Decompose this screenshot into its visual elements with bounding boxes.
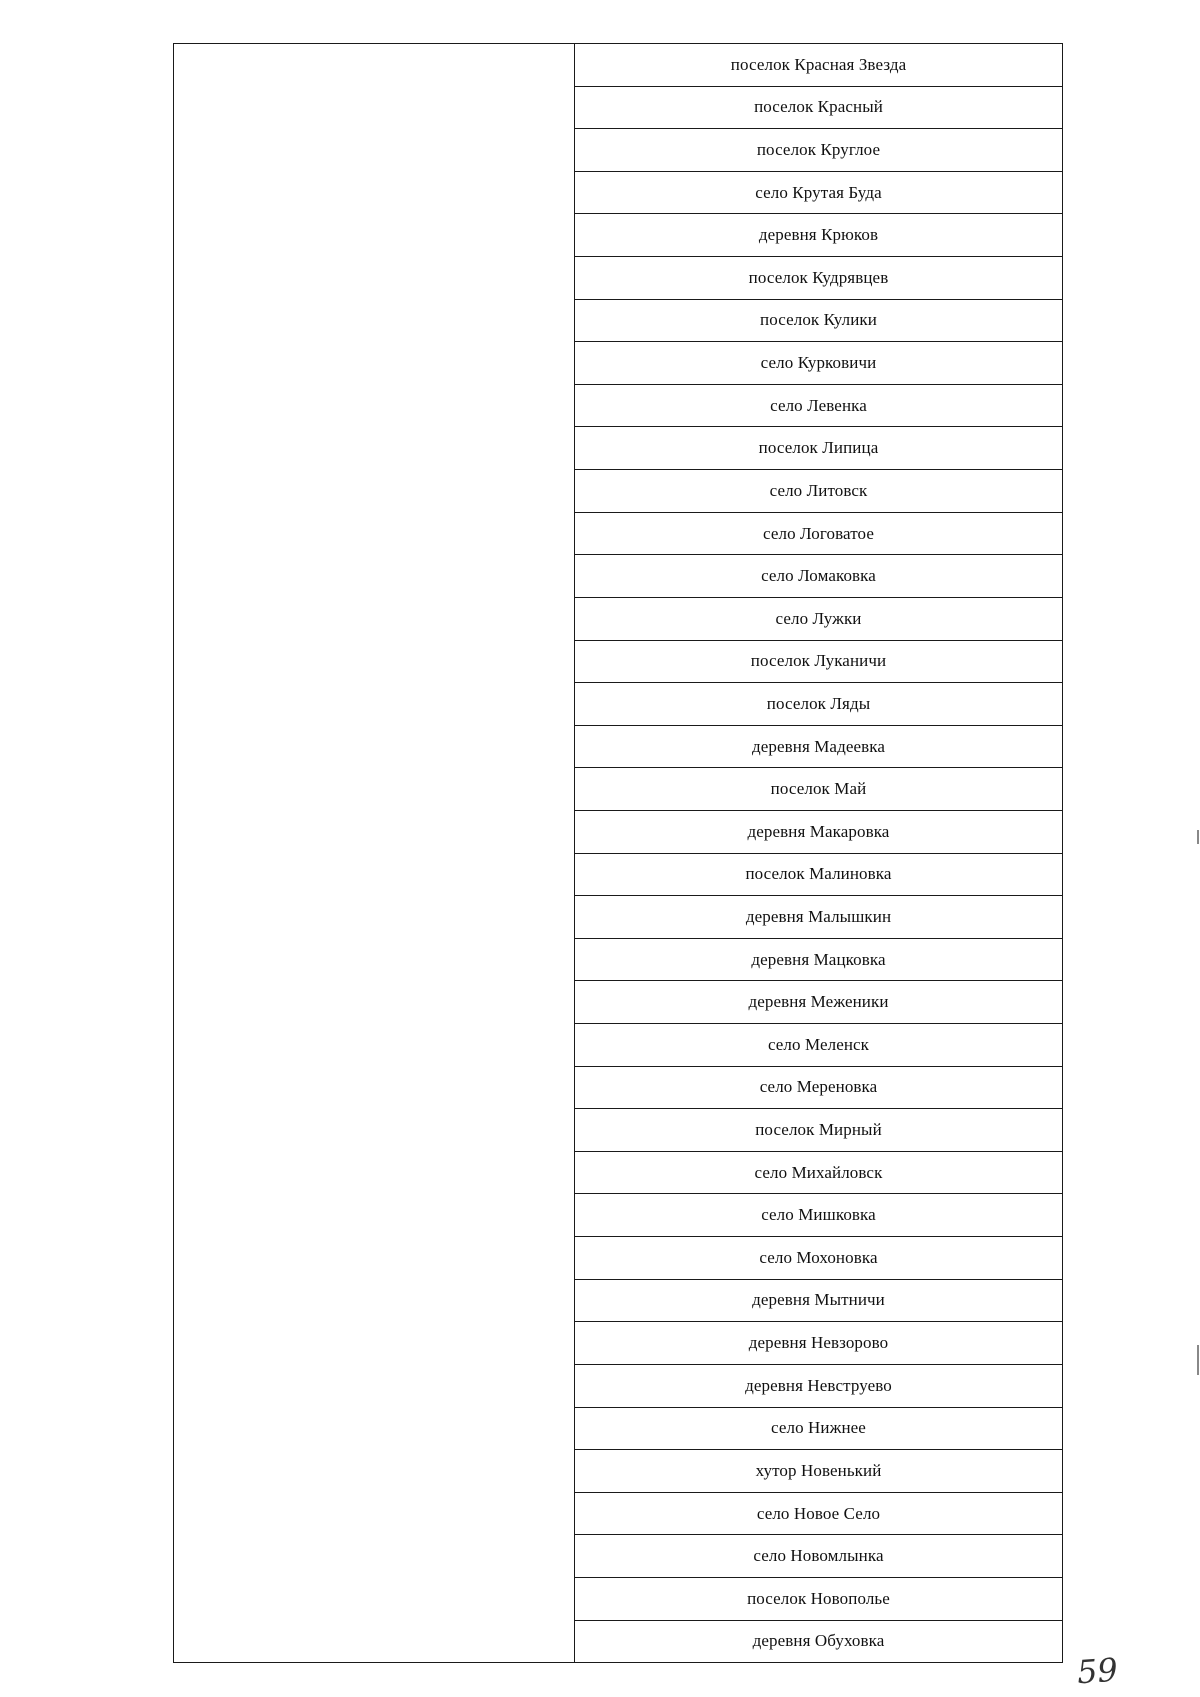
table-row: поселок Луканичи [575, 641, 1062, 684]
table-row: поселок Ляды [575, 683, 1062, 726]
table-row: село Михайловск [575, 1152, 1062, 1195]
table-row: село Мишковка [575, 1194, 1062, 1237]
table-row: поселок Кулики [575, 300, 1062, 343]
table-row: поселок Малиновка [575, 854, 1062, 897]
scan-artifact-mark [1197, 830, 1199, 844]
table-row: деревня Мацковка [575, 939, 1062, 982]
table-row: поселок Красная Звезда [575, 44, 1062, 87]
table-row: деревня Мытничи [575, 1280, 1062, 1323]
table-row: поселок Круглое [575, 129, 1062, 172]
table-row: хутор Новенький [575, 1450, 1062, 1493]
table-row: деревня Невструево [575, 1365, 1062, 1408]
table-row: село Новое Село [575, 1493, 1062, 1536]
table-row: село Нижнее [575, 1408, 1062, 1451]
table-row: село Курковичи [575, 342, 1062, 385]
page-number: 59 [1076, 1650, 1120, 1692]
table-row: село Крутая Буда [575, 172, 1062, 215]
table-row: деревня Макаровка [575, 811, 1062, 854]
table-row: деревня Меженики [575, 981, 1062, 1024]
table-row: поселок Мирный [575, 1109, 1062, 1152]
table-row: поселок Красный [575, 87, 1062, 130]
table-row: деревня Малышкин [575, 896, 1062, 939]
table-row: деревня Крюков [575, 214, 1062, 257]
table-row: село Ломаковка [575, 555, 1062, 598]
table-row: село Мереновка [575, 1067, 1062, 1110]
table-row: село Мохоновка [575, 1237, 1062, 1280]
table-row: село Новомлынка [575, 1535, 1062, 1578]
table-row: деревня Обуховка [752, 1631, 885, 1651]
table-row: поселок Кудрявцев [575, 257, 1062, 300]
table-row: село Логоватое [575, 513, 1062, 556]
table-row: деревня Невзорово [575, 1322, 1062, 1365]
table-row: поселок Липица [575, 427, 1062, 470]
table-row: село Лужки [575, 598, 1062, 641]
table-row: поселок Новополье [575, 1578, 1062, 1621]
table-row: село Левенка [575, 385, 1062, 428]
table-row: деревня Мадеевка [575, 726, 1062, 769]
empty-left-column [174, 44, 575, 1662]
settlement-column [575, 44, 1062, 1662]
table-row: село Литовск [575, 470, 1062, 513]
settlements-table [173, 43, 1063, 1663]
scan-artifact-mark [1197, 1345, 1199, 1375]
table-row: поселок Май [575, 768, 1062, 811]
table-row: село Меленск [575, 1024, 1062, 1067]
